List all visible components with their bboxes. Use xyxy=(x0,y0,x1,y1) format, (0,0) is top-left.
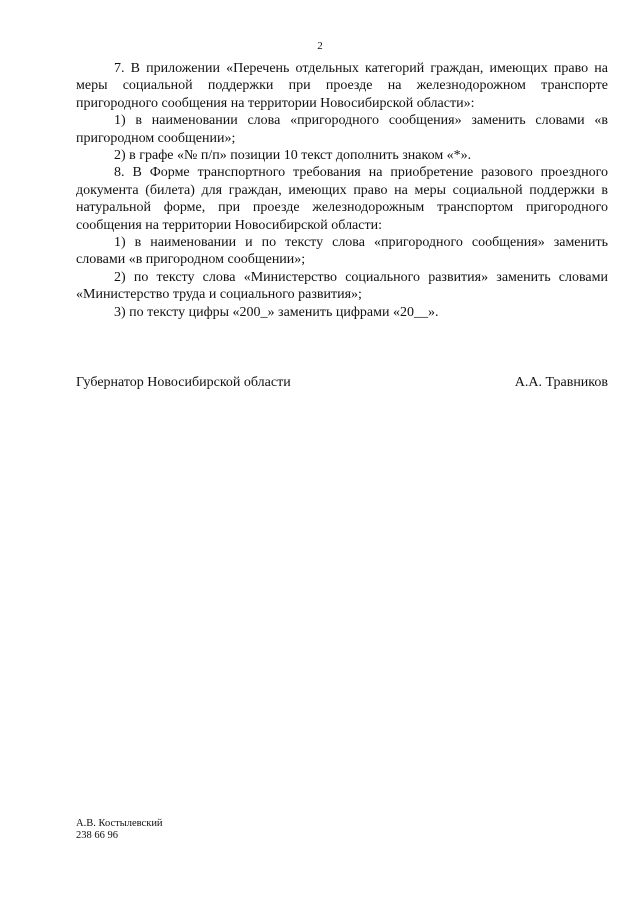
paragraph-item-7-sub-2: 2) в графе «№ п/п» позиции 10 текст дополнить знаком «*». xyxy=(114,148,472,164)
paragraph-item-8: 8. В Форме транспортного требования на приобретение разового проездного документа (билета) для граждан, имеющих право на меры социальной поддержки в натуральной форме, при проезде железнодорожным транспортом пригородного сообщения на территории Новосибирской области: xyxy=(76,165,608,233)
paragraph-item-7-sub-1: 1) в наименовании слова «пригородного сообщения» заменить словами «в пригородном сообщении»; xyxy=(76,113,608,146)
page-number: 2 xyxy=(317,40,323,52)
paragraph-item-8-sub-2: 2) по тексту слова «Министерство социального развития» заменить словами «Министерство труда и социального развития»; xyxy=(76,269,608,303)
executor-footer xyxy=(76,818,163,842)
paragraph-item-8-sub-1: 1) в наименовании и по тексту слова «пригородного сообщения» заменить словами «в пригородном сообщении»; xyxy=(76,235,608,268)
paragraph-item-8-sub-3: 3) по тексту цифры «200_» заменить цифрами «20__». xyxy=(114,304,439,320)
document-body xyxy=(76,60,608,321)
paragraph-item-7: 7. В приложении «Перечень отдельных категорий граждан, имеющих право на меры социальной поддержки при проезде на железнодорожном транспорте пригородного сообщения на территории Новосибирской области»: xyxy=(76,61,608,111)
signatory-position: Губернатор Новосибирской области xyxy=(76,375,291,390)
executor-phone: 238 66 96 xyxy=(76,830,118,841)
executor-name: А.В. Костылевский xyxy=(76,818,163,829)
signatory-name: А.А. Травников xyxy=(514,375,608,390)
signature-block xyxy=(76,374,608,391)
